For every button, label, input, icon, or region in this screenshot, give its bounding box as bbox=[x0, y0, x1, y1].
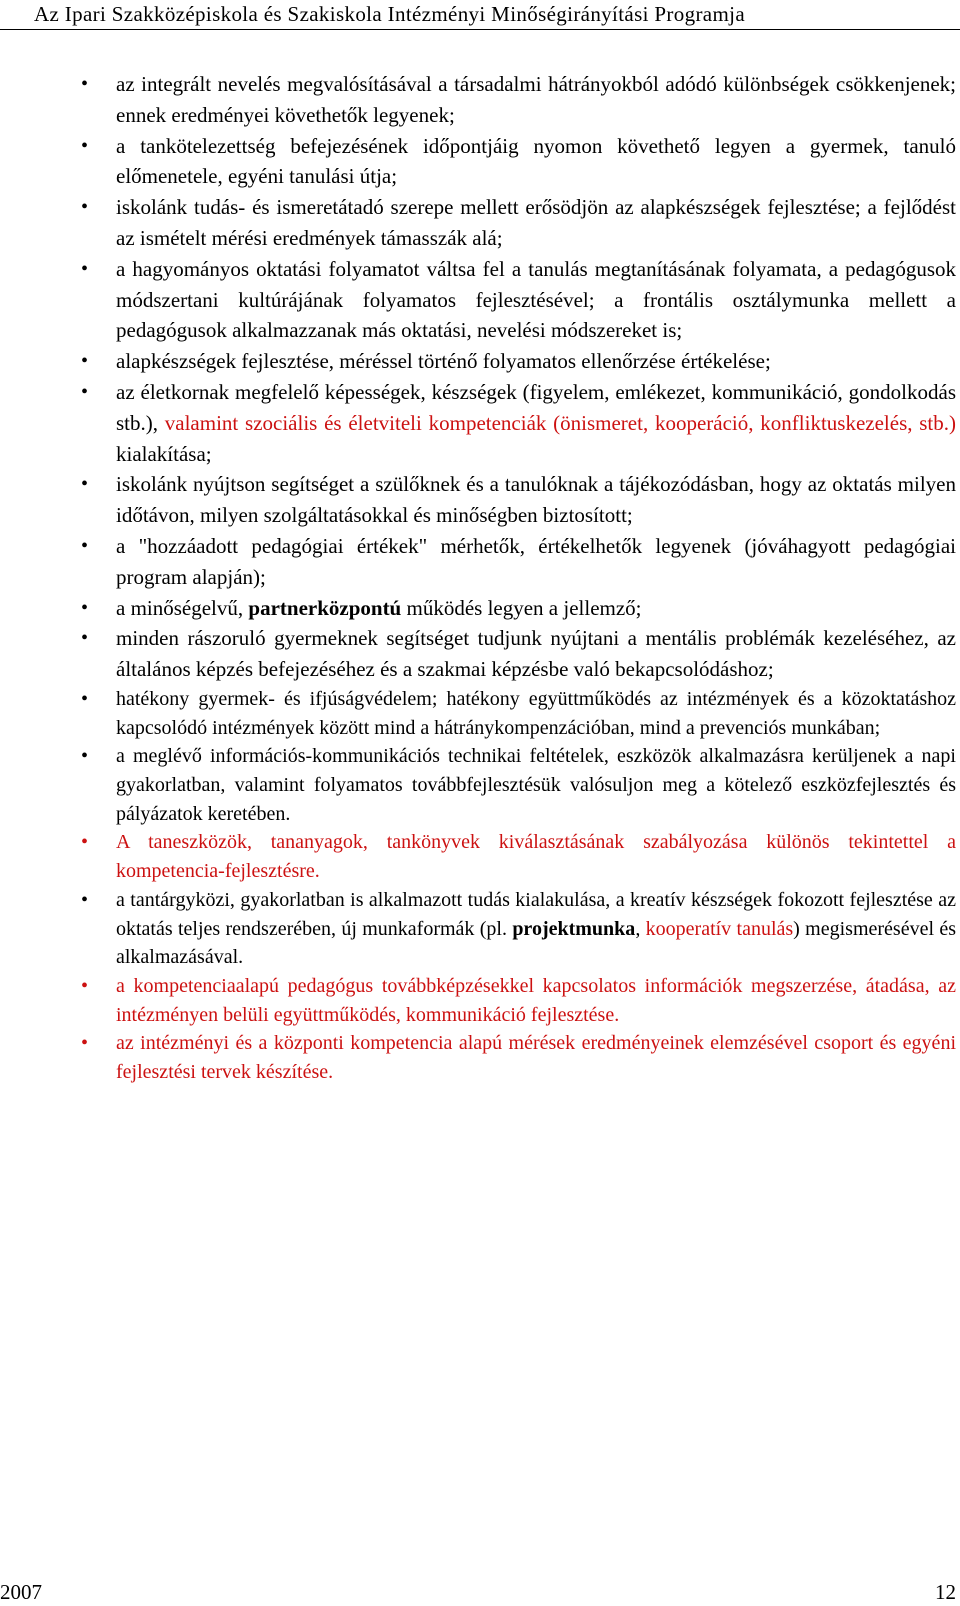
list-item bbox=[79, 828, 956, 885]
list-item-text: működés legyen a jellemző; bbox=[401, 595, 642, 620]
bullet-icon: • bbox=[81, 134, 89, 157]
list-item bbox=[79, 685, 956, 742]
list-item bbox=[79, 593, 956, 624]
footer-year: 2007 bbox=[0, 1580, 42, 1604]
list-item-text: a hagyományos oktatási folyamatot váltsa fel a tanulás megtanításának folyamata, a pedagógusok módszertani kultúrájának folyamatos fejlesztésével; a frontális osztálymunka mellett a pedagógusok alkalmazzanak más oktatási, nevelési módszereket is; bbox=[116, 256, 956, 343]
list-item-text: alapkészségek fejlesztése, méréssel történő folyamatos ellenőrzése értékelése; bbox=[116, 349, 771, 374]
list-item bbox=[79, 377, 956, 469]
list-item bbox=[79, 1029, 956, 1086]
list-item bbox=[79, 192, 956, 254]
list-item bbox=[79, 623, 956, 685]
list-item-text: minden rászoruló gyermeknek segítséget tudjunk nyújtani a mentális problémák kezeléséhez, az általános képzés befejezéséhez és a szakmai képzésbe való bekapcsolódáshoz; bbox=[116, 626, 956, 682]
list-item-text: a tantárgyközi, gyakorlatban is alkalmazott tudás kialakulása, a kreatív készségek fokozott fejlesztése az oktatás teljes rendszerében, új munkaformák (pl. bbox=[116, 888, 956, 940]
bullet-icon: • bbox=[81, 350, 89, 373]
list-item bbox=[79, 886, 956, 972]
list-item bbox=[79, 131, 956, 193]
bold-text: projektmunka bbox=[512, 917, 636, 940]
list-item-text: az életkornak megfelelő képességek, készségek (figyelem, emlékezet, kommunikáció, gondolkodás stb.), bbox=[116, 379, 956, 435]
list-item bbox=[79, 69, 956, 131]
list-item-text: a kompetenciaalapú pedagógus továbbképzésekkel kapcsolatos információk megszerzése, átadása, az intézményen belüli együttműködés, kommunikáció fejlesztése. bbox=[116, 974, 956, 1026]
bullet-icon: • bbox=[81, 73, 89, 95]
bullet-icon: • bbox=[81, 473, 89, 496]
list-item bbox=[79, 531, 956, 593]
list-item bbox=[79, 972, 956, 1029]
bullet-icon: • bbox=[81, 1032, 89, 1055]
list-item bbox=[79, 346, 956, 377]
bullet-icon: • bbox=[81, 380, 89, 403]
bullet-icon: • bbox=[81, 534, 89, 557]
list-item-text: a minőségelvű, bbox=[116, 595, 249, 620]
highlighted-text: valamint szociális és életviteli kompetenciák (önismeret, kooperáció, konfliktuskezelés, stb.) bbox=[164, 410, 957, 435]
list-item-text: iskolánk tudás- és ismeretátadó szerepe mellett erősödjön az alapkészségek fejlesztése; a fejlődést az ismételt mérési eredmények támasszák alá; bbox=[116, 195, 956, 250]
list-item-text: , bbox=[635, 917, 646, 940]
list-item-text: hatékony gyermek- és ifjúságvédelem; hatékony együttműködés az intézmények és a közoktatáshoz kapcsolódó intézmények között mind a hátránykompenzációban, mind a prevenciós munkában; bbox=[116, 687, 956, 739]
bullet-icon: • bbox=[81, 831, 89, 854]
list-item bbox=[79, 742, 956, 828]
list-item-text: A taneszközök, tananyagok, tankönyvek kiválasztásának szabályozása különös tekintettel a kompetencia-fejlesztésre. bbox=[116, 831, 956, 883]
list-item-text: a meglévő információs-kommunikációs technikai feltételek, eszközök alkalmazásra kerüljenek a napi gyakorlatban, valamint folyamatos továbbfejlesztésük valósuljon meg a kötelező eszközfejlesztés és pályázatok keretében. bbox=[116, 745, 956, 825]
bullet-icon: • bbox=[81, 257, 89, 280]
bullet-icon: • bbox=[81, 974, 89, 997]
list-item bbox=[79, 469, 956, 531]
bullet-list bbox=[79, 69, 956, 1087]
list-item-text: a tankötelezettség befejezésének időpontjáig nyomon követhető legyen a gyermek, tanuló előmenetele, egyéni tanulási útja; bbox=[116, 133, 956, 189]
bullet-icon: • bbox=[81, 627, 89, 650]
bullet-icon: • bbox=[81, 596, 89, 619]
bold-text: partnerközpontú bbox=[248, 595, 402, 620]
bullet-icon: • bbox=[81, 196, 89, 219]
list-item-text: kialakítása; bbox=[116, 441, 212, 466]
document-body bbox=[79, 69, 956, 1087]
bullet-icon: • bbox=[81, 888, 89, 911]
header-title: Az Ipari Szakközépiskola és Szakiskola Intézményi Minőségirányítási Programja bbox=[34, 2, 746, 26]
list-item-text: az intézményi és a központi kompetencia alapú mérések eredményeinek elemzésével csoport és egyéni fejlesztési tervek készítése. bbox=[116, 1032, 956, 1084]
list-item-text: az integrált nevelés megvalósításával a társadalmi hátrányokból adódó különbségek csökkenjenek; ennek eredményei követhetők legyenek; bbox=[116, 72, 956, 127]
list-item-text: a "hozzáadott pedagógiai értékek" mérhetők, értékelhetők legyenek (jóváhagyott pedagógiai program alapján); bbox=[116, 533, 956, 589]
highlighted-text: kooperatív tanulás bbox=[645, 917, 794, 940]
page-number: 12 bbox=[935, 1580, 956, 1604]
bullet-icon: • bbox=[81, 687, 89, 710]
page-header bbox=[0, 0, 960, 30]
list-item-text: ) megismerésével és alkalmazásával. bbox=[116, 917, 956, 969]
list-item bbox=[79, 254, 956, 346]
bullet-icon: • bbox=[81, 745, 89, 768]
list-item-text: iskolánk nyújtson segítséget a szülőknek és a tanulóknak a tájékozódásban, hogy az oktatás milyen időtávon, milyen szolgáltatásokkal és minőségben biztosított; bbox=[116, 472, 956, 528]
